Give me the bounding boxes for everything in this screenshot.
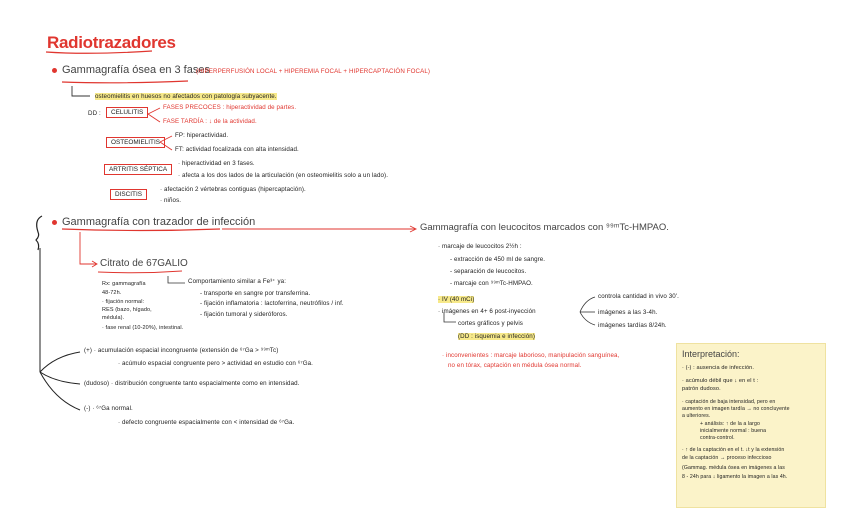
galio-right-3: - fijación inflamatoria : lactoferrina, neutrófilos / inf. xyxy=(200,300,344,307)
galio-right-1: Comportamiento similar a Fe³⁺ ya: xyxy=(188,278,287,285)
interp-line-1: · (-) : ausencia de infección. xyxy=(682,365,755,371)
gamma3-heading: Gammagrafía ósea en 3 fases xyxy=(52,64,210,76)
galio-left-2: 48-72h. xyxy=(102,290,122,296)
leuco-line-4: - marcaje con ⁹⁹ᵐTc-HMPAO. xyxy=(450,280,533,287)
result-doubtful: (dudoso) · distribución congruente tanto espacialmente como en intensidad. xyxy=(84,380,300,387)
osteo-line-1: FP: hiperactividad. xyxy=(175,132,229,139)
cel-line-2: FASE TARDÍA : ↓ de la actividad. xyxy=(163,118,257,125)
artritis-box: ARTRITIS SÉPTICA xyxy=(104,164,172,175)
disc-line-2: · niños. xyxy=(160,197,182,204)
interp-line-6: a ulteriores. xyxy=(682,413,711,419)
cel-line-1: FASES PRECOCES : hiperactividad de partes. xyxy=(163,104,297,111)
osteo-line-2: FT: actividad focalizada con alta intensidad. xyxy=(175,146,299,153)
galio-left-5: médula). xyxy=(102,315,125,321)
interp-line-2: · acúmulo débil que ↓ en el t : xyxy=(682,378,759,384)
leuco-right-2: imágenes a las 3-4h. xyxy=(598,309,658,316)
galio-left-1: Rx: gammagrafía xyxy=(102,281,146,287)
galio-left-6: · fase renal (10-20%), intestinal. xyxy=(102,325,184,331)
leuco-line-6: · imágenes en 4+ 6 post-inyección xyxy=(438,308,536,315)
leuco-line-3: - separación de leucocitos. xyxy=(450,268,527,275)
galio-left-4: RES (bazo, hígado, xyxy=(102,307,152,313)
interp-line-10: · ↑ de la captación en el t. ↓t y la extensión xyxy=(682,447,785,453)
phases-note: (HIPERPERFUSIÓN LOCAL + HIPEREMIA FOCAL + HIPERCAPTACIÓN FOCAL) xyxy=(196,68,431,75)
bullet-icon xyxy=(52,68,57,73)
leuco-red-note-1: · inconvenientes : marcaje laborioso, manipulación sanguínea, xyxy=(442,352,620,359)
interpretation-title: Interpretación: xyxy=(682,349,740,359)
interp-line-13: 8 - 24h para ↓ ligamento la imagen a las 4h. xyxy=(682,474,788,480)
leuco-line-1: · marcaje de leucocitos 2½h : xyxy=(438,243,522,250)
art-line-2: · afecta a los dos lados de la articulación (en osteomielitis solo a un lado). xyxy=(178,172,389,179)
leuco-red-note-2: no en tórax, captación en médula ósea normal. xyxy=(448,362,582,369)
osteomielitis-box: OSTEOMIELITIS xyxy=(106,137,165,148)
interp-line-3: patrón dudoso. xyxy=(682,386,721,392)
interp-line-9: contra-control. xyxy=(700,435,735,441)
leucocitos-heading: Gammagrafía con leucocitos marcados con ⁹⁹ᵐTc-HMPAO. xyxy=(420,222,669,233)
page-title: Radiotrazadores xyxy=(47,33,176,52)
leuco-line-5: · IV (40 mCi) xyxy=(438,296,475,303)
discitis-box: DISCITIS xyxy=(110,189,147,200)
osteo-line: osteomielitis en huesos no afectados con patología subyacente. xyxy=(95,93,277,100)
leuco-line-7: cortes gráficos y pelvis xyxy=(458,320,523,327)
interp-line-5: aumento en imagen tardía → no concluyente xyxy=(682,406,790,412)
leuco-line-8: (DD : isquemia e infección) xyxy=(458,333,535,340)
interp-line-12: (Gammag. médula ósea en imágenes a las xyxy=(682,465,785,471)
result-negative-2: · defecto congruente espacialmente con < intensidad de ⁶⁷Ga. xyxy=(118,419,295,426)
galio-left-3: · fijación normal: xyxy=(102,299,145,305)
galio-right-4: - fijación tumoral y sideróforos. xyxy=(200,311,288,318)
infeccion-heading: Gammagrafía con trazador de infección xyxy=(52,216,255,228)
interp-line-8: inicialmente normal : buena xyxy=(700,428,767,434)
result-positive: (+) · acumulación espacial incongruente (extensión de ⁶⁷Ga > ⁹⁹ᵐTc) xyxy=(84,347,279,354)
art-line-1: · hiperactividad en 3 fases. xyxy=(178,160,255,167)
celulitis-box: CELULITIS xyxy=(106,107,148,118)
galio-right-2: - transporte en sangre por transferrina. xyxy=(200,290,311,297)
bullet-icon xyxy=(52,220,57,225)
galio-heading: Citrato de 67GALIO xyxy=(100,258,188,269)
leuco-right-1: controla cantidad in vivo 30'. xyxy=(598,293,679,300)
interp-line-4: · captación de baja intensidad, pero en xyxy=(682,399,776,405)
result-negative: (-) · ⁶⁷Ga normal. xyxy=(84,405,133,412)
leuco-right-3: imágenes tardías 8/24h. xyxy=(598,322,667,329)
leuco-line-2: - extracción de 450 ml de sangre. xyxy=(450,256,546,263)
interp-line-7: + análisis: ↑ de la a largo xyxy=(700,421,760,427)
disc-line-1: · afectación 2 vértebras contiguas (hipercaptación). xyxy=(160,186,306,193)
result-positive-2: · acúmulo espacial congruente pero > actividad en estudio con ⁶⁷Ga. xyxy=(118,360,313,367)
dd-label: DD : xyxy=(88,110,101,117)
interp-line-11: de la captación → proceso infeccioso xyxy=(682,455,772,461)
